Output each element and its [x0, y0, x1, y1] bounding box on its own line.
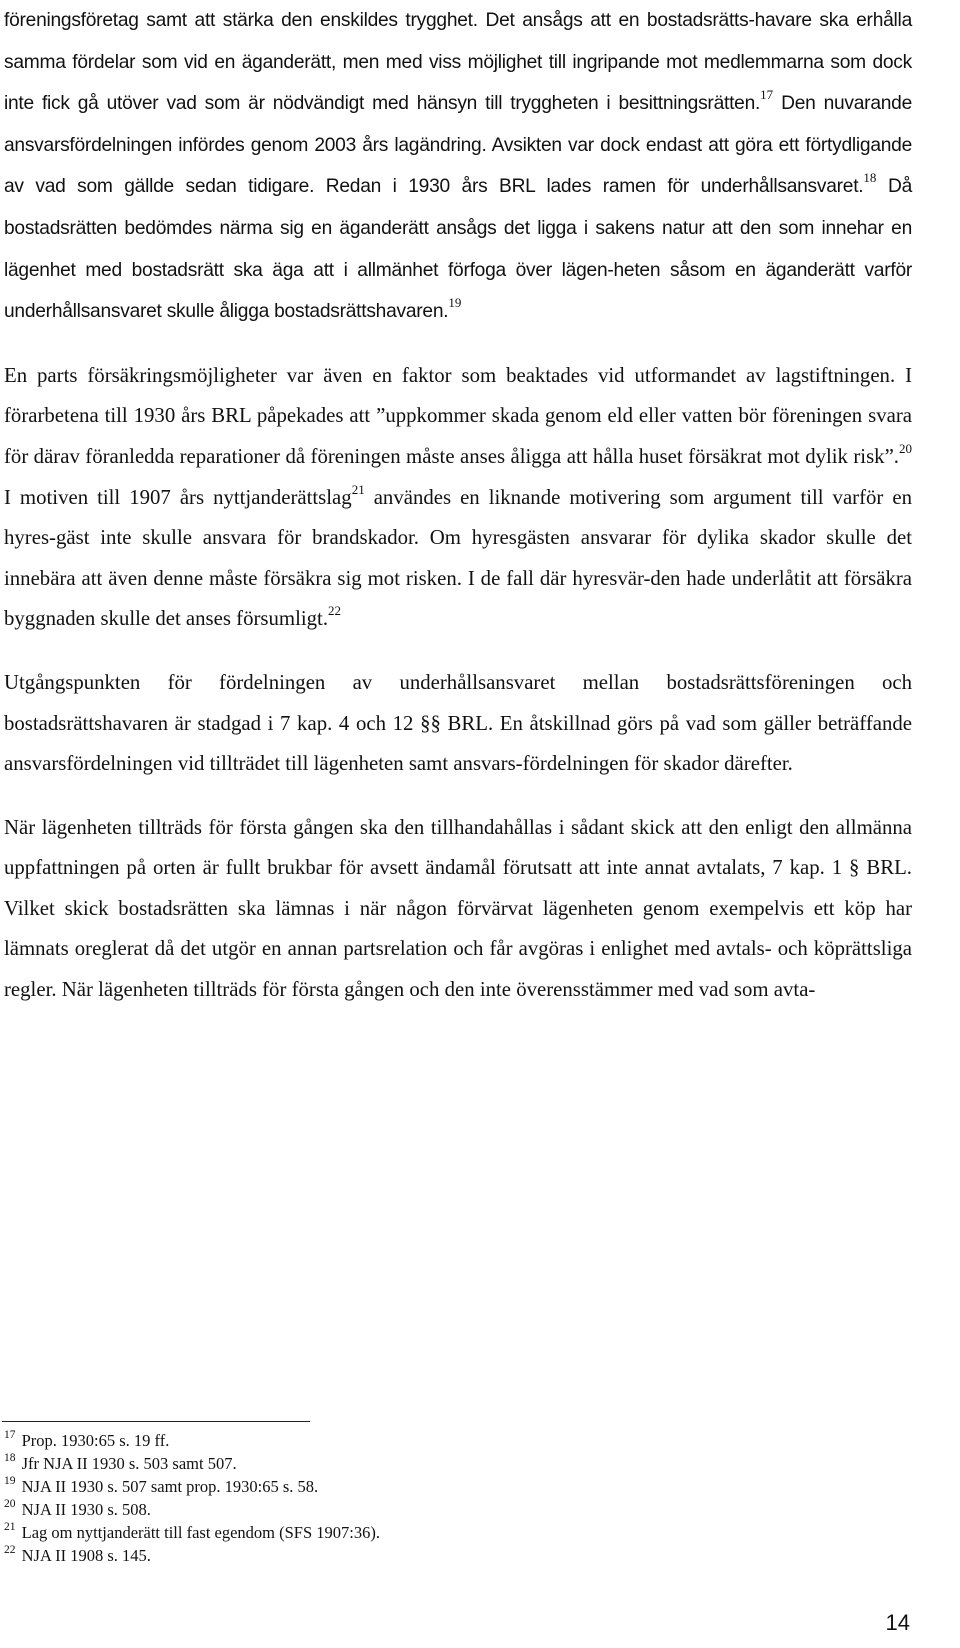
footnote-22	[4, 1544, 704, 1567]
paragraph-text: En parts försäkringsmöjligheter var även en faktor som beaktades vid utformandet av lagstiftningen. I förarbetena till 1930 års BRL påpekades att ”uppkommer skada genom eld eller vatten bör föreningen svara för därav föranledda reparationer då föreningen måste anses åligga att hålla huset försäkrat mot dylik risk”.	[4, 363, 912, 468]
paragraph-text: När lägenheten tillträds för första gången ska den tillhandahållas i sådant skick att den enligt den allmänna uppfattningen på orten är fullt brukbar för avsett ändamål förutsatt att inte annat avtalats, 7 kap. 1 § BRL. Vilket skick bostadsrätten ska lämnas i när någon förvärvat lägenheten genom exempelvis ett köp har lämnats oreglerat då det utgör en annan partsrelation och får avgöras i enlighet med avtals- och köprättsliga regler. När lägenheten tillträds för första gången och den inte överensstämmer med vad som avta-	[4, 815, 912, 1002]
footnote-number: 22	[4, 1543, 16, 1556]
footnote-21	[4, 1521, 704, 1544]
footnote-ref-21[interactable]: 21	[351, 481, 365, 497]
page-number: 14	[885, 1610, 910, 1635]
footnote-text: Lag om nyttjanderätt till fast egendom (SFS 1907:36).	[21, 1523, 380, 1542]
footnote-number: 20	[4, 1497, 16, 1510]
footnote-ref-19[interactable]: 19	[448, 295, 462, 311]
footnote-number: 19	[4, 1474, 16, 1487]
footnote-text: NJA II 1908 s. 145.	[21, 1546, 151, 1565]
paragraph	[4, 663, 912, 785]
paragraph-text: föreningsföretag samt att stärka den enskildes trygghet. Det ansågs att en bostadsrätts-havare ska erhålla samma fördelar som vid en äganderätt, men med viss möjlighet till ingripande mot medlemmarna som dock inte fick gå utöver vad som är nödvändigt med hänsyn till tryggheten i besittningsrätten.	[4, 10, 912, 115]
paragraph-text: Utgångspunkten för fördelningen av underhållsansvaret mellan bostadsrättsföreningen och bostadsrättshavaren är stadgad i 7 kap. 4 och 12 §§ BRL. En åtskillnad görs på vad som gäller beträffande ansvarsfördelningen vid tillträdet till lägenheten samt ansvars-fördelningen för skador därefter.	[4, 670, 912, 776]
footnote-19	[4, 1475, 704, 1498]
footnote-separator	[2, 1421, 310, 1422]
footnote-ref-20[interactable]: 20	[899, 441, 912, 457]
paragraph-text: Den nuvarande ansvarsfördelningen infördes genom 2003 års lagändring. Avsikten var dock endast att göra ett förtydligande av vad som gällde sedan tidigare. Redan i 1930 års BRL lades ramen för underhållsansvaret.	[4, 93, 913, 198]
footnote-text: NJA II 1930 s. 508.	[21, 1500, 151, 1519]
footnote-ref-18[interactable]: 18	[863, 170, 877, 186]
footnote-text: Jfr NJA II 1930 s. 503 samt 507.	[21, 1454, 237, 1473]
paragraph-text: I motiven till 1907 års nyttjanderättslag	[4, 485, 352, 509]
footnote-text: Prop. 1930:65 s. 19 ff.	[21, 1431, 170, 1450]
footnote-ref-22[interactable]: 22	[328, 603, 342, 619]
footnote-number: 21	[4, 1520, 16, 1533]
paragraph-text: Då bostadsrätten bedömdes närma sig en äganderätt ansågs det ligga i sakens natur att den som innehar en lägenhet med bostadsrätt ska äga att i allmänhet förfoga över lägen-heten såsom en äganderätt varför underhållsansvaret skulle åligga bostadsrättshavaren.	[4, 176, 912, 323]
footnote-number: 18	[4, 1451, 16, 1464]
footnote-18	[4, 1452, 704, 1475]
footnotes	[4, 1429, 704, 1567]
paragraph-text: användes en liknande motivering som argument till varför en hyres-gäst inte skulle ansvara för brandskador. Om hyresgästen ansvarar för dylika skador skulle det innebära att även denne måste försäkra sig mot risken. I de fall där hyresvär-den hade underlåtit att försäkra byggnaden skulle det anses försumligt.	[4, 485, 912, 631]
paragraph	[4, 808, 912, 1011]
footnote-17	[4, 1429, 704, 1452]
footnote-ref-17[interactable]: 17	[760, 87, 774, 103]
paragraph	[4, 356, 912, 640]
footnote-text: NJA II 1930 s. 507 samt prop. 1930:65 s. 58.	[21, 1477, 319, 1496]
body-text	[4, 0, 912, 1011]
footnote-number: 17	[4, 1428, 16, 1441]
footnote-20	[4, 1498, 704, 1521]
paragraph	[4, 0, 912, 333]
